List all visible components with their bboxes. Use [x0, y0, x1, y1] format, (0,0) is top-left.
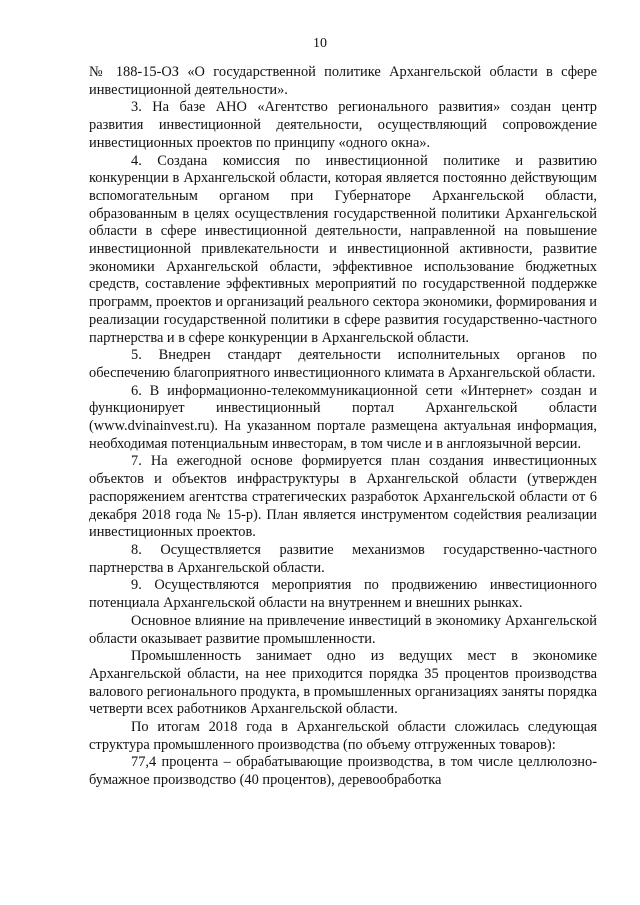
paragraph-item-7: 7. На ежегодной основе формируется план создания инвестиционных объектов и объектов инфраструктуры в Архангельской области (утвержден распоряжением агентства стратегических разработок Архангельской области от 6 декабря 2018 года № 15-р). План является инструментом содействия реализации инвестиционных проектов. [89, 453, 597, 541]
paragraph-industry-share: Промышленность занимает одно из ведущих мест в экономике Архангельской области, на нее приходится порядка 35 процентов производства валового регионального продукта, в промышленных организациях заняты порядка четверти всех работников Архангельской области. [89, 648, 597, 718]
paragraph-industry-influence: Основное влияние на привлечение инвестиций в экономику Архангельской области оказывает развитие промышленности. [89, 612, 597, 647]
paragraph-item-8: 8. Осуществляется развитие механизмов государственно-частного партнерства в Архангельской области. [89, 541, 597, 576]
document-body [89, 64, 597, 790]
paragraph-item-3: 3. На базе АНО «Агентство регионального развития» создан центр развития инвестиционной деятельности, осуществляющий сопровождение инвестиционных проектов по принципу «одного окна». [89, 99, 597, 151]
paragraph-item-6: 6. В информационно-телекоммуникационной сети «Интернет» создан и функционирует инвестиционный портал Архангельской области (www.dvinainvest.ru). На указанном портале размещена актуальная информация, необходимая потенциальным инвесторам, в том числе и в англоязычной версии. [89, 382, 597, 452]
paragraph-industry-structure: По итогам 2018 года в Архангельской области сложилась следующая структура промышленного производства (по объему отгруженных товаров): [89, 719, 597, 753]
paragraph-law-reference: № 188-15-ОЗ «О государственной политике Архангельской области в сфере инвестиционной деятельности». [89, 64, 597, 98]
paragraph-item-9: 9. Осуществляются мероприятия по продвижению инвестиционного потенциала Архангельской области на внутреннем и внешних рынках. [89, 577, 597, 612]
page-number: 10 [313, 36, 327, 51]
paragraph-item-4: 4. Создана комиссия по инвестиционной политике и развитию конкуренции в Архангельской области, которая является постоянно действующим вспомогательным органом при Губернаторе Архангельской области, образованным в целях осуществления государственной политики Архангельской области в сфере инвестиционной деятельности, направленной на повышение инвестиционной привлекательности и инвестиционной активности, развитие экономики Архангельской области, эффективное использование бюджетных средств, составление эффективных мероприятий по государственной поддержке программ, проектов и организаций реального сектора экономики, формирования и реализации государственной политики в сфере развития государственно-частного партнерства и в сфере конкуренции в Архангельской области. [89, 152, 597, 346]
paragraph-manufacturing-share: 77,4 процента – обрабатывающие производства, в том числе целлюлозно-бумажное производство (40 процентов), деревообработка [89, 754, 597, 789]
paragraph-item-5: 5. Внедрен стандарт деятельности исполнительных органов по обеспечению благоприятного инвестиционного климата в Архангельской области. [89, 347, 597, 381]
